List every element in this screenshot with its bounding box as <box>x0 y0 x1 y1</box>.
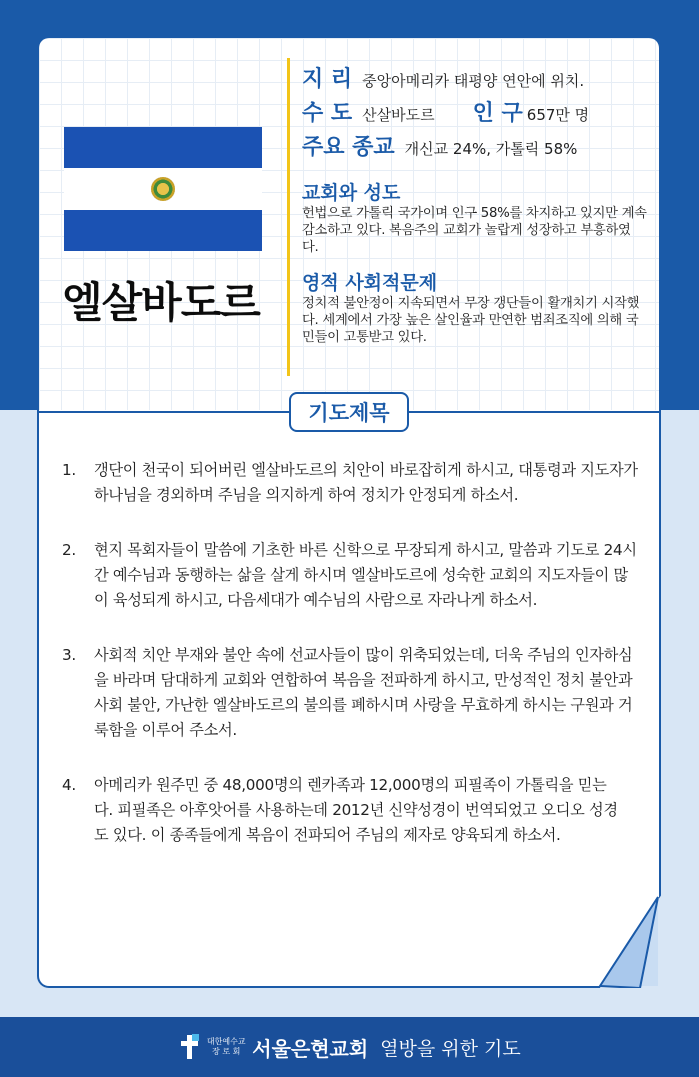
religion-value: 개신교 24%, 가톨릭 58% <box>404 140 578 158</box>
prayer-list <box>62 458 640 848</box>
capital-row <box>302 96 647 130</box>
geography-label: 지 리 <box>302 67 353 92</box>
prayer-item-number: 2. <box>62 541 76 559</box>
coat-of-arms-icon <box>151 177 175 201</box>
prayer-item <box>62 643 640 743</box>
country-name: 엘살바도르 <box>62 278 260 327</box>
issues-section <box>302 268 647 346</box>
prayer-item-text: 아메리카 원주민 중 48,000명의 렌카족과 12,000명의 피필족이 가톨릭을 믿는다. 피필족은 아후앗어를 사용하는데 2012년 신약성경이 번역되었고 오디오 성경도 있다. 이 종족들에게 복음이 전파되어 주님의 제자로 양육되게 하소서. <box>94 776 618 844</box>
prayer-item <box>62 773 640 848</box>
prayer-item <box>62 538 640 613</box>
geography-row <box>302 62 647 96</box>
church-name: 서울은현교회 <box>252 1036 369 1061</box>
capital-label: 수 도 <box>302 101 353 126</box>
religion-label: 주요 종교 <box>302 135 395 160</box>
prayer-item-number: 3. <box>62 646 76 664</box>
footer-subtitle: 열방을 위한 기도 <box>380 1037 521 1060</box>
prayer-item-text: 현지 목회자들이 말씀에 기초한 바른 신학으로 무장되게 하시고, 말씀과 기도로 24시간 예수님과 동행하는 삶을 살게 하시며 엘살바도르에 성숙한 교회의 지도자들이 많이 육성되게 하시고, 다음세대가 예수님의 사람으로 자라나게 하소서. <box>94 541 637 609</box>
denomination-line2: 장 로 회 <box>212 1047 241 1056</box>
denomination <box>206 1037 246 1057</box>
cross-icon <box>178 1034 200 1060</box>
prayer-item <box>62 458 640 508</box>
el-salvador-flag <box>64 127 262 251</box>
title-line-left <box>39 411 289 413</box>
prayer-title: 기도제목 <box>289 392 409 432</box>
country-info <box>302 62 647 346</box>
population-label: 인 구 <box>472 101 523 126</box>
flag-middle-stripe <box>64 168 262 210</box>
issues-section-text: 정치적 불안정이 지속되면서 무장 갱단들이 활개치기 시작했다. 세계에서 가장 높은 살인율과 만연한 범죄조직에 의해 국민들이 고통받고 있다. <box>302 296 640 345</box>
denomination-line1: 대한예수교 <box>206 1037 246 1046</box>
flag-top-stripe <box>64 127 262 168</box>
geography-value: 중앙아메리카 태평양 연안에 위치. <box>362 72 585 90</box>
religion-row <box>302 130 647 164</box>
footer <box>0 1017 699 1077</box>
yellow-divider <box>287 58 290 376</box>
church-section <box>302 178 647 256</box>
church-section-title: 교회와 성도 <box>302 182 401 204</box>
church-section-text: 헌법으로 가톨릭 국가이며 인구 58%를 차지하고 있지만 계속 감소하고 있다. 복음주의 교회가 놀랍게 성장하고 부흥하였다. <box>302 206 647 255</box>
footer-brand <box>178 1033 520 1062</box>
population-value: 657만 명 <box>526 106 590 124</box>
title-line-right <box>409 411 659 413</box>
prayer-item-number: 1. <box>62 461 76 479</box>
issues-section-title: 영적 사회적문제 <box>302 272 438 294</box>
prayer-item-text: 갱단이 천국이 되어버린 엘살바도르의 치안이 바로잡히게 하시고, 대통령과 지도자가 하나님을 경외하며 주님을 의지하게 하여 정치가 안정되게 하소서. <box>94 461 638 504</box>
prayer-item-text: 사회적 치안 부재와 불안 속에 선교사들이 많이 위축되었는데, 더욱 주님의 인자하심을 바라며 담대하게 교회와 연합하여 복음을 전파하게 하시고, 만성적인 정치 불안과 사회 불안, 가난한 엘살바도르의 불의를 폐하시며 사랑을 무효하게 하시는 구원과 거룩함을 이루어 주소서. <box>94 646 633 739</box>
prayer-item-number: 4. <box>62 776 76 794</box>
capital-value: 산살바도르 <box>362 106 435 124</box>
page-fold-icon <box>598 896 660 988</box>
flag-bottom-stripe <box>64 210 262 251</box>
